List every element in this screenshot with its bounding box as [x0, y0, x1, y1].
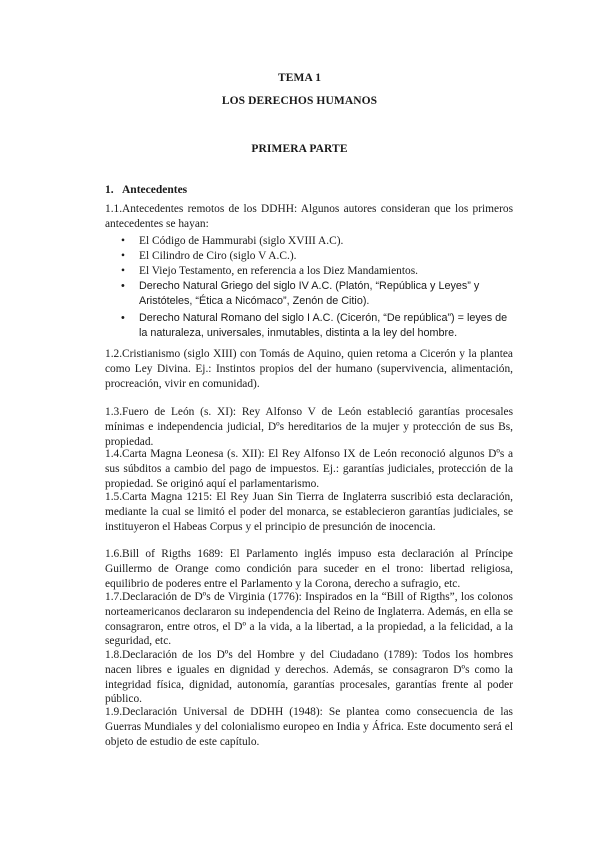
item-text: Declaración de Dºs de Virginia (1776): Inspirados en la “Bill of Rigths”, los colonos norteamericanos declararon su independencia del Reino de Inglaterra. Además, en ella se consagraron, entre otros, el Dº a la vida, a la libertad, a la propiedad, a la felicidad, a la seguridad, etc.: [105, 591, 513, 648]
bullet-text: El Código de Hammurabi (siglo XVIII A.C).: [139, 235, 344, 247]
bullet-item: [121, 279, 513, 309]
item-number: 1.2.: [105, 348, 123, 360]
bullet-icon: •: [121, 235, 125, 247]
item-number: 1.1.: [105, 203, 123, 215]
item-text: Carta Magna Leonesa (s. XII): El Rey Alfonso IX de León reconoció algunos Dºs a sus súbditos a cambio del pago de impuestos. Ej.: garantías judiciales, protección de la propiedad. Se originó aquí el parlamentarismo.: [105, 448, 513, 490]
item-number: 1.5.: [105, 491, 123, 503]
section-number: 1.: [105, 184, 114, 196]
list-item-1-9: [105, 705, 513, 749]
bullet-item: [121, 234, 513, 249]
item-text: Fuero de León (s. XI): Rey Alfonso V de León estableció garantías procesales mínimas e independencia judicial, Dºs hereditarios de la mujer y protección de sus Bs, propiedad.: [105, 406, 513, 448]
bullet-item: [121, 311, 513, 341]
list-item-1-6: [105, 547, 513, 591]
bullet-text: El Viejo Testamento, en referencia a los Diez Mandamientos.: [139, 264, 418, 277]
bullet-text: El Cilindro de Ciro (siglo V A.C.).: [139, 249, 297, 262]
antecedents-bullet-list: [121, 234, 513, 341]
list-item-1-5: [105, 490, 513, 534]
bullet-icon: •: [121, 311, 125, 324]
item-text: Antecedentes remotos de los DDHH: Algunos autores consideran que los primeros antecedentes se hayan:: [105, 203, 513, 230]
item-text: Declaración de los Dºs del Hombre y del Ciudadano (1789): Todos los hombres nacen libres e iguales en dignidad y derechos. Además, se consagraron Dºs como la integridad física, dignidad, autonomía, garantías procesales, garantías frente al poder público.: [105, 649, 513, 706]
list-item-1-1: [105, 202, 513, 232]
item-text: Bill of Rigths 1689: El Parlamento inglés impuso esta declaración al Príncipe Guillermo de Orange como condición para suceder en el trono: libertad religiosa, equilibrio de poderes entre el Parlamento y la Corona, derecho a sufragio, etc.: [105, 548, 513, 590]
list-item-1-4: [105, 447, 513, 491]
item-number: 1.3.: [105, 406, 123, 418]
bullet-text: Derecho Natural Griego del siglo IV A.C. (Platón, “República y Leyes” y Aristóteles, “Ética a Nicómaco”, Zenón de Citio).: [139, 280, 480, 308]
list-item-1-7: [105, 590, 513, 649]
bullet-icon: •: [121, 264, 125, 277]
part-title: PRIMERA PARTE: [251, 143, 348, 155]
bullet-text: Derecho Natural Romano del siglo I A.C. (Cicerón, “De república”) = leyes de la naturaleza, universales, inmutables, distinta a la ley del hombre.: [139, 311, 508, 339]
item-number: 1.7.: [105, 591, 123, 603]
bullet-icon: •: [121, 280, 125, 293]
list-item-1-8: [105, 648, 513, 707]
bullet-item: [121, 249, 513, 264]
item-number: 1.9.: [105, 706, 123, 718]
section-heading: [105, 184, 187, 196]
document-title: LOS DERECHOS HUMANOS: [221, 95, 378, 107]
list-item-1-3: [105, 405, 513, 449]
section-title: Antecedentes: [122, 184, 188, 196]
item-number: 1.6.: [105, 548, 123, 560]
item-text: Declaración Universal de DDHH (1948): Se plantea como consecuencia de las Guerras Mundiales y del colonialismo europeo en India y África. Este documento será el objeto de estudio de este capítulo.: [105, 706, 513, 748]
bullet-item: [121, 264, 513, 279]
item-text: Carta Magna 1215: El Rey Juan Sin Tierra de Inglaterra suscribió esta declaración, mediante la cual se limitó el poder del monarca, se establecieron garantías judiciales, se instituyeron el Habeas Corpus y el principio de presunción de inocencia.: [105, 491, 513, 533]
list-item-1-2: [105, 347, 513, 391]
item-number: 1.4.: [105, 448, 123, 460]
tema-label: TEMA 1: [277, 72, 322, 84]
item-number: 1.8.: [105, 649, 123, 661]
item-text: Cristianismo (siglo XIII) con Tomás de Aquino, quien retoma a Cicerón y la plantea como Ley Divina. Ej.: Instintos propios del der humano (supervivencia, alimentación, procreación, vivir en comunidad).: [105, 348, 513, 390]
bullet-icon: •: [121, 249, 125, 262]
